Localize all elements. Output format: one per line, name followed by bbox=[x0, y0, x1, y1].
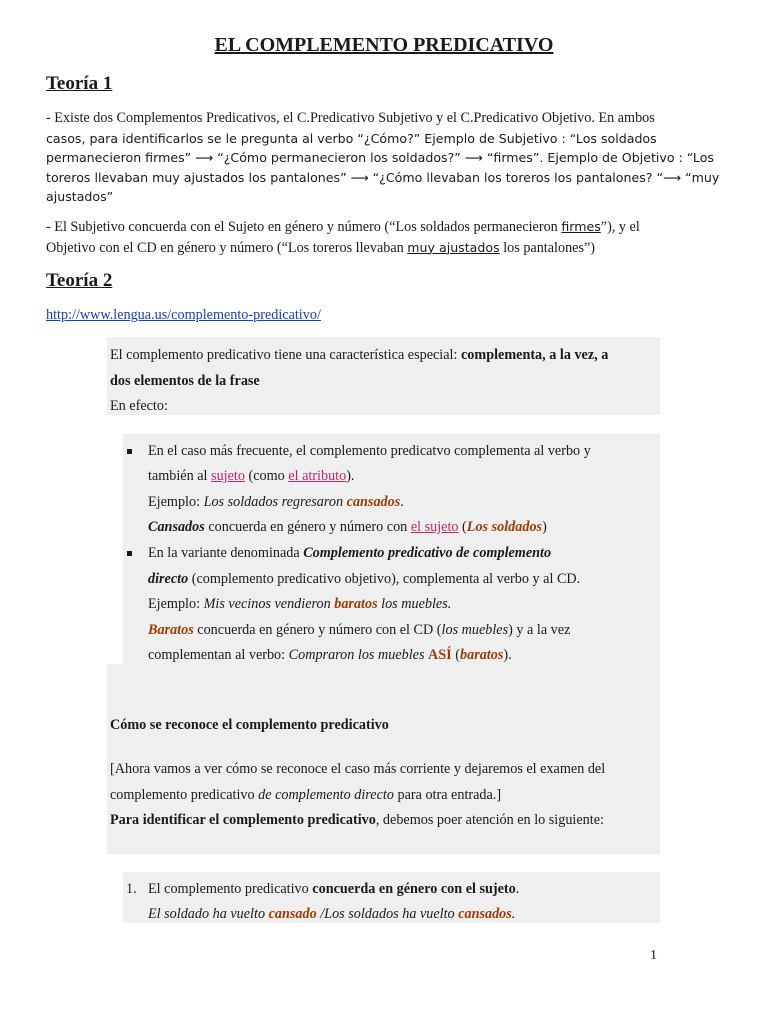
p1-line-c: permanecieron firmes” ⟶ “¿Cómo permanecieron los soldados?” ⟶ “firmes”. Ejemplo de Objetivo : “Los bbox=[46, 150, 714, 165]
case1-line-4: Cansados concuerda en género y número con el sujeto (Los soldados) bbox=[148, 519, 547, 535]
case1-line-2: también al sujeto (como el atributo). bbox=[148, 468, 355, 484]
recognition-box bbox=[107, 664, 660, 854]
p2-line-b: Objetivo con el CD en género y número (“Los toreros llevaban muy ajustados los pantalones”) bbox=[46, 239, 596, 256]
bullet-2 bbox=[127, 551, 132, 556]
case2-line-1: En la variante denominada Complemento predicativo de complemento bbox=[148, 545, 552, 561]
intro-line-1: El complemento predicativo tiene una característica especial: complementa, a la vez, a bbox=[110, 347, 609, 363]
page-number: 1 bbox=[650, 948, 657, 963]
intro-line-3: En efecto: bbox=[110, 398, 168, 414]
p2-line-a: - El Subjetivo concuerda con el Sujeto en género y número (“Los soldados permanecieron firmes”), y el bbox=[46, 219, 640, 235]
p1-line-d: toreros llevaban muy ajustados los pantalones” ⟶ “¿Cómo llevaban los toreros los pantalones? “⟶ “muy bbox=[46, 169, 720, 185]
recognition-line-3: Para identificar el complemento predicativo, debemos poer atención en lo siguiente: bbox=[110, 812, 604, 828]
rule-1-box bbox=[123, 872, 660, 923]
teoria1-paragraph-2 bbox=[46, 217, 726, 258]
cases-box bbox=[123, 434, 660, 664]
source-link[interactable]: http://www.lengua.us/complemento-predicativo/ bbox=[46, 307, 321, 323]
teoria1-paragraph-1 bbox=[46, 109, 726, 207]
rule-1-line-1: El complemento predicativo concuerda en género con el sujeto. bbox=[148, 881, 520, 897]
rule-1-line-2: El soldado ha vuelto cansado /Los soldados ha vuelto cansados. bbox=[148, 906, 516, 922]
recognition-heading: Cómo se reconoce el complemento predicativo bbox=[110, 717, 389, 733]
heading-teoria-1: Teoría 1 bbox=[46, 73, 113, 94]
bullet-1 bbox=[127, 449, 132, 454]
el-sujeto-link[interactable]: el sujeto bbox=[410, 519, 459, 535]
rule-1-number: 1. bbox=[126, 881, 137, 897]
recognition-line-1: [Ahora vamos a ver cómo se reconoce el caso más corriente y dejaremos el examen del bbox=[110, 761, 606, 777]
case2-line-2: directo (complemento predicativo objetivo), complementa al verbo y al CD. bbox=[148, 571, 581, 587]
intro-box bbox=[107, 337, 660, 415]
p1-line-e: ajustados” bbox=[46, 189, 114, 204]
case2-line-5: complementan al verbo: Compraron los muebles ASÍ (baratos). bbox=[148, 647, 512, 663]
page-title: EL COMPLEMENTO PREDICATIVO bbox=[214, 34, 554, 56]
heading-teoria-2: Teoría 2 bbox=[46, 270, 113, 291]
p1-line-b: casos, para identificarlos se le pregunta al verbo “¿Cómo?” Ejemplo de Subjetivo : “Los soldados bbox=[46, 130, 657, 146]
sujeto-link[interactable]: sujeto bbox=[211, 468, 245, 484]
intro-line-2: dos elementos de la frase bbox=[110, 373, 260, 389]
case1-line-1: En el caso más frecuente, el complemento predicatvo complementa al verbo y bbox=[148, 443, 591, 459]
recognition-line-2: complemento predicativo de complemento directo para otra entrada.] bbox=[110, 787, 502, 803]
case2-line-3: Ejemplo: Mis vecinos vendieron baratos los muebles. bbox=[148, 596, 452, 612]
case2-line-4: Baratos concuerda en género y número con el CD (los muebles) y a la vez bbox=[148, 622, 571, 638]
case1-line-3: Ejemplo: Los soldados regresaron cansados. bbox=[148, 494, 404, 510]
atributo-link[interactable]: el atributo bbox=[288, 468, 347, 484]
p1-line-a: - Existe dos Complementos Predicativos, el C.Predicativo Subjetivo y el C.Predicativo Objetivo. En ambos bbox=[46, 110, 655, 126]
